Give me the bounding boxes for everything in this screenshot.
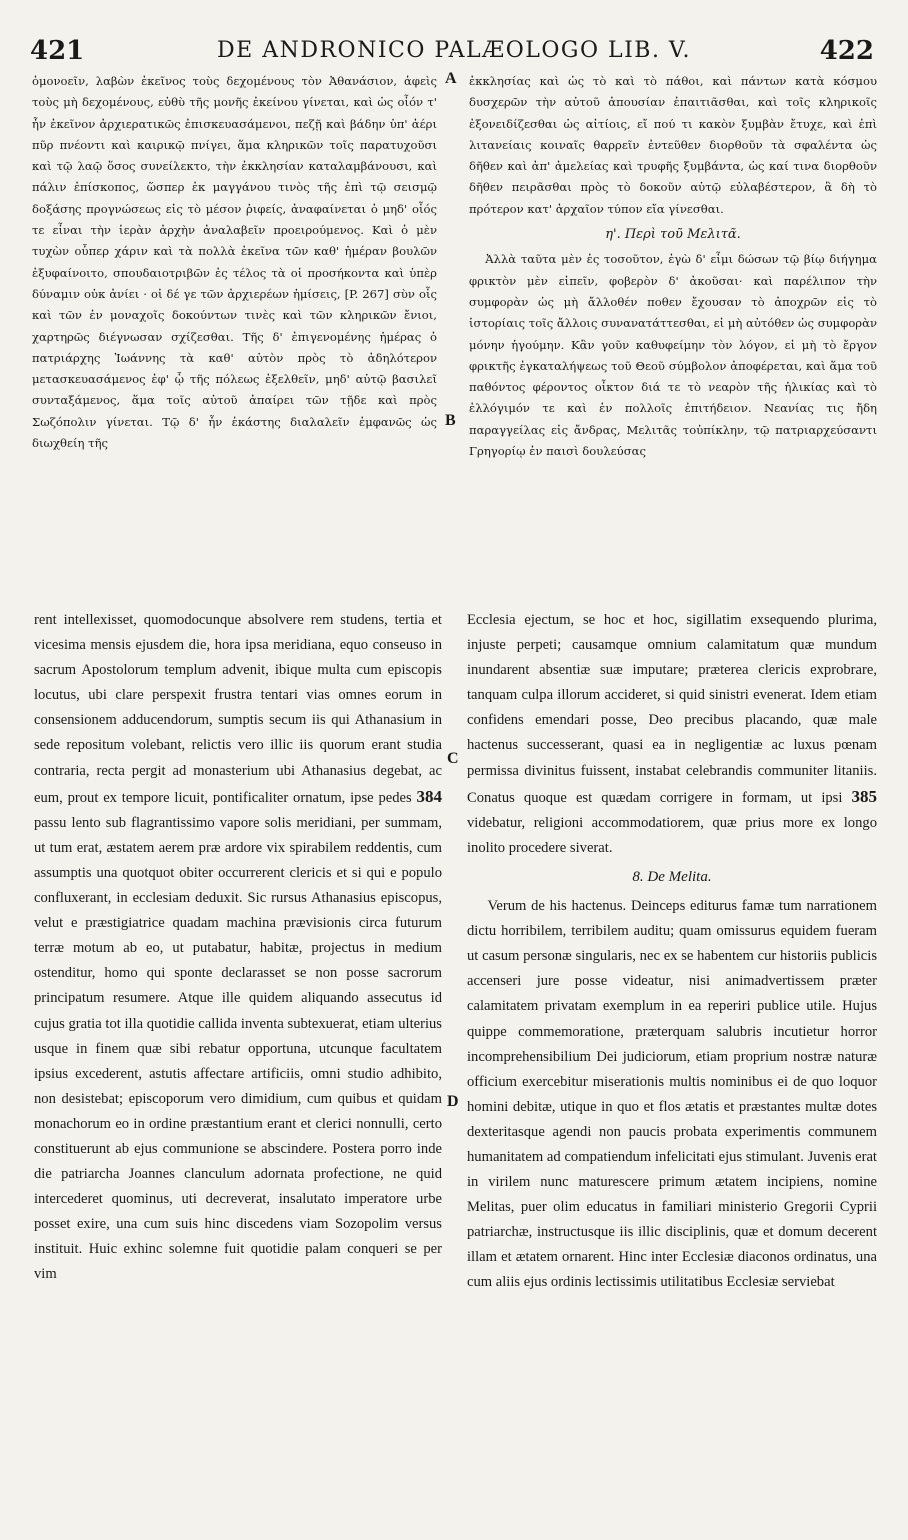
running-title: DE ANDRONICO PALÆOLOGO LIB. V.: [217, 38, 691, 63]
greek-left-text: ὁμονοεῖν, λαβὼν ἐκεῖνος τοὺς δεχομένους τὸν Ἀθανάσιον, ἀφεὶς τοὺς μὴ δεχομένους, εὐθὺ τῆς μονῆς ἐκείνου γίνεται, καὶ ὡς οἷόν τ' ἦν ἐκεῖνον ἀρχιερατικῶς ἐπισκευασάμενοι, πεζῇ καὶ βάδην ὑπ' ἀέρι πῦρ πνέοντι καὶ καιρικῷ πνίγει, ἅμα κληρικῶν τοῖς παρατυχοῦσι καὶ τῷ λαῷ ὅσος συνείλεκτο, τὴν ἐκκλησίαν καταλαμβάνουσι, καὶ πάλιν ἐπίσκοπος, ὥσπερ ἐκ μαγγάνου τινὸς τῆς ἐπὶ τῷ σεισμῷ δοξάσης προγνώσεως εἰς τὸ μέσον ῥιφείς, ἀναφαίνεται ὁ μηδ' οἷός τε εἶναι τὴν ἱερὰν ἀρχὴν ἀναλαβεῖν προειρούμενος. Καὶ ὁ μὲν τυχὼν οὗπερ χάριν καὶ τὰ πολλὰ ἐκεῖνα τῶν καθ' ἡμέραν βουλῶν ἐξυφαίνοιτο, σπουδαιοτριβῶν ἐς τέλος τὰ οἱ προσήκοντα καὶ ὑπὲρ δύναμιν οὐκ ἀνίει · οἱ δέ γε τῶν ἀρχιερέων ἡμίσεις, [P. 267] σὺν οἷς καὶ τῶν ἐν μοναχοῖς δοκούντων τινὲς καὶ τῶν κληρικῶν ἔνιοι, χαρτηρῶς διέγνωσαν σχίζεσθαι. Τῆς δ' ἐπιγενομένης ἡμέρας ὁ πατριάρχης Ἰωάννης τὰ καθ' αὑτὸν πρὸς τὸ ἀδηλότερον μετασκευασάμενος ἐφ' ᾧ τῆς πόλεως ἐξελθεῖν, μηδ' αὐτῷ βασιλεῖ συνταξάμενος, ἅμα τοῖς αὐτοῦ ἀπαίρει τῶν τῇδε καὶ πρὸς Σωζόπολιν γίνεται. Τῷ δ' ἦν ἑκάστης διαλαλεῖν ἐμφανῶς ὡς διωχθείη τῆς: [32, 74, 437, 451]
latin-left-text: [34, 608, 442, 1288]
page-number-left: 421: [30, 36, 85, 66]
margin-letter-d: D: [447, 1093, 459, 1110]
running-header: [0, 30, 908, 70]
latin-right-text-a: Ecclesia ejectum, se hoc et hoc, sigillatim exsequendo plurima, injuste perpeti; causamque omnium calamitatum quæ mundum inundarent absentiæ suæ imputare; præterea clericis exprobrare, tanquam culpa illorum accideret, si quid sinistri evenerat. Idem etiam confidens emendari posse, Deo precibus placando, quæ male hactenus successerant, quasi ea in negligentiæ ac luxus pœnam permissa divinitus fuissent, instabat celebrandis communiter litaniis. Conatus quoque est quædam corrigere in formam, ut ipsi: [467, 612, 877, 806]
page-ref-384: 384: [416, 786, 442, 806]
margin-letter-b: B: [445, 412, 456, 429]
latin-section-heading: 8. De Melita.: [632, 868, 712, 885]
latin-left-text-a: rent intellexisset, quomodocunque absolvere rem studens, tertia et vicesima mensis ejusdem die, hora ipsa meridiana, equo conseuso in sacrum Apostolorum templum advenit, ibique multa cum episcopis locutus, ubi clare perspexit frustra tentari vias omnes eorum in consensionem adducendorum, sumptis secum iis qui Athanasium in sede repositum volebant, relictis vero illic iis quorum erant studia contraria, recta pergit ad monasterium ubi Athanasius degebat, ac eum, prout ex tempore licuit, pontificaliter ornatum, ipse pedes: [34, 612, 442, 806]
latin-column-left: [34, 608, 442, 1288]
greek-right-para: ἐκκλησίας καὶ ὡς τὸ καὶ τὸ πάθοι, καὶ πάντων κατὰ κόσμου δυσχερῶν τὴν αὐτοῦ ἀπουσίαν ἐπαιτιᾶσθαι, καὶ τοῖς κληρικοῖς ἐξονειδίζεσθαι ὡς αἰτίοις, εἴ πού τι κακὸν ξυμβὰν ἔτυχε, καὶ ἐπὶ λιτανείαις κοιναῖς θαρρεῖν ἐντεῦθεν διορθοῦν τὰ σφαλέντα ὡς δῆθεν καὶ ἀπ' ἀμελείας καὶ τρυφῆς ξυμβάντα, ὡς καί τινα διορθοῦν δῆθεν πειρᾶσθαι πρὸς τὸ δοκοῦν αὐτῷ εὐλαβέστερον, ἃ δὴ τὸ πρότερον κατ' ἀρχαῖον τύπον εἴα γίνεσθαι.: [469, 74, 877, 216]
greek-section-heading: η'. Περὶ τοῦ Μελιτᾶ.: [605, 227, 741, 243]
latin-right-para2: Verum de his hactenus. Deinceps editurus famæ tum narrationem dictu horribilem, terribilem auditu; quam omissurus equidem fueram ut casum personæ singularis, nec ex se habentem cur historiis publicis accenseri jure posse videatur, nisi animadvertissem præter calamitatem privatam exemplum in ea reperiri publice utile. Hujus quippe commemoratione, præterquam salubris incutietur horror incomprehensibilium Dei judiciorum, etiam proprium nostræ naturæ officium exercebitur miserationis multis nominibus ei de quo loquor homini debitæ, utique in quo et flos ætatis et præstantes multæ dotes dexteritasque agendi non paucis probata experimentis communem humanitatem ad compatiendum infelicitati ejus stimulant. Juvenis erat in virilem nunc maturescere primum ætatem incipiens, nomine Melitas, puer olim educatus in familiari ministerio Gregorii Cyprii patriarchæ, instructusque iis illic disciplinis, quæ et domum decerent illam et ætatem ornarent. Hinc inter Ecclesiæ diaconos ordinatus, una cum aliis ejus ordinis lectissimis utilitatibus Ecclesiæ serviebat: [467, 898, 877, 1291]
greek-right-para2: Ἀλλὰ ταῦτα μὲν ἐς τοσοῦτον, ἐγὼ δ' εἶμι δώσων τῷ βίῳ διήγημα φρικτὸν μὲν εἰπεῖν, φοβερὸν δ' ἀκοῦσαι· καὶ παρέλιπον τὴν συμφορὰν ὡς μὴ ἄλλοθέν ποθεν ἔχουσαν τὸ ἀποχρῶν εἰς τὸ ἱστορίαις τοῖς ἄλλοις συνανατάττεσθαι, εἰ μὴ αὐτόθεν ὡς συμφορὰν μόνην ἡγούμην. Κἂν γοῦν καθυφείμην τὸν λόγον, εἰ μὴ τὸ ἔργον φρικτῆς ἐγκαταλήψεως τοῦ Θεοῦ σύμβολον ἀποφέρεται, καὶ ἅμα τοῦ παθόντος φέροντος οἶκτον διά τε τὸ νεαρὸν τῆς ἡλικίας καὶ τὸ ἐλλόγιμόν τε καὶ ἐν πολλοῖς ἐπιτήδειον. Νεανίας τις ἤδη παραγγείλας εἰς ἄνδρας, Μελιτᾶς τοὐπίκλην, τῷ πατριαρχεύσαντι Γρηγορίῳ ἐν παισὶ δουλεύσας: [469, 252, 877, 459]
latin-left-text-b: passu lento sub flagrantissimo vapore solis meridiani, per summam, ut tum erat, æstatem aerem præ ardore vix spirabilem reddentis, cum assumptis una quotquot obiter occurrerent clericis et si qui e populo confluxerant, in ecclesiam deduxit. Sic rursus Athanasius episcopus, velut e præstigiatrice quadam machina prævisionis circa futurum terræ motum ab eo, ut putabatur, habitæ, projectus in medium ostenditur, homo qui sponte declarasset se non posse sacrorum principatum resumere. Atque ille quidem aliquando assecutus id cujus gratia tot illa quotidie callida inventa subtexuerat, etiam ulterius usque in finem quæ sibi rebatur opportuna, utcunque facultatem ipsius excederent, astutis affectare artificiis, omni studio adhibito, non desistebat; episcoporum vero dimidium, cum quibus et quidam monachorum eo in ordine præstantium erant et clerici nonnulli, certo constituerunt ab ejus communione se abscindere. Postera porro inde die patriarcha Joannes clanculum adornata profectione, ne quid intercederet quominus, uti decreverat, insalutato imperatore urbe posset exire, una cum suis hinc discedens viam Sozopolim versus instituit. Huic exhinc solemne fuit quotidie palam conqueri se per vim: [34, 814, 442, 1283]
page-ref-385: 385: [851, 786, 877, 806]
greek-column-right: [469, 71, 877, 462]
margin-letter-c: C: [447, 750, 459, 767]
latin-column-right: [467, 608, 877, 1296]
page-number-right: 422: [819, 36, 874, 66]
margin-letter-a: A: [445, 70, 457, 87]
greek-column-left: [32, 71, 437, 454]
latin-right-para: [467, 608, 877, 861]
latin-right-text-b: videbatur, religioni accommodatiorem, quæ prius more ex longo inolito procedere siverat.: [467, 814, 877, 856]
